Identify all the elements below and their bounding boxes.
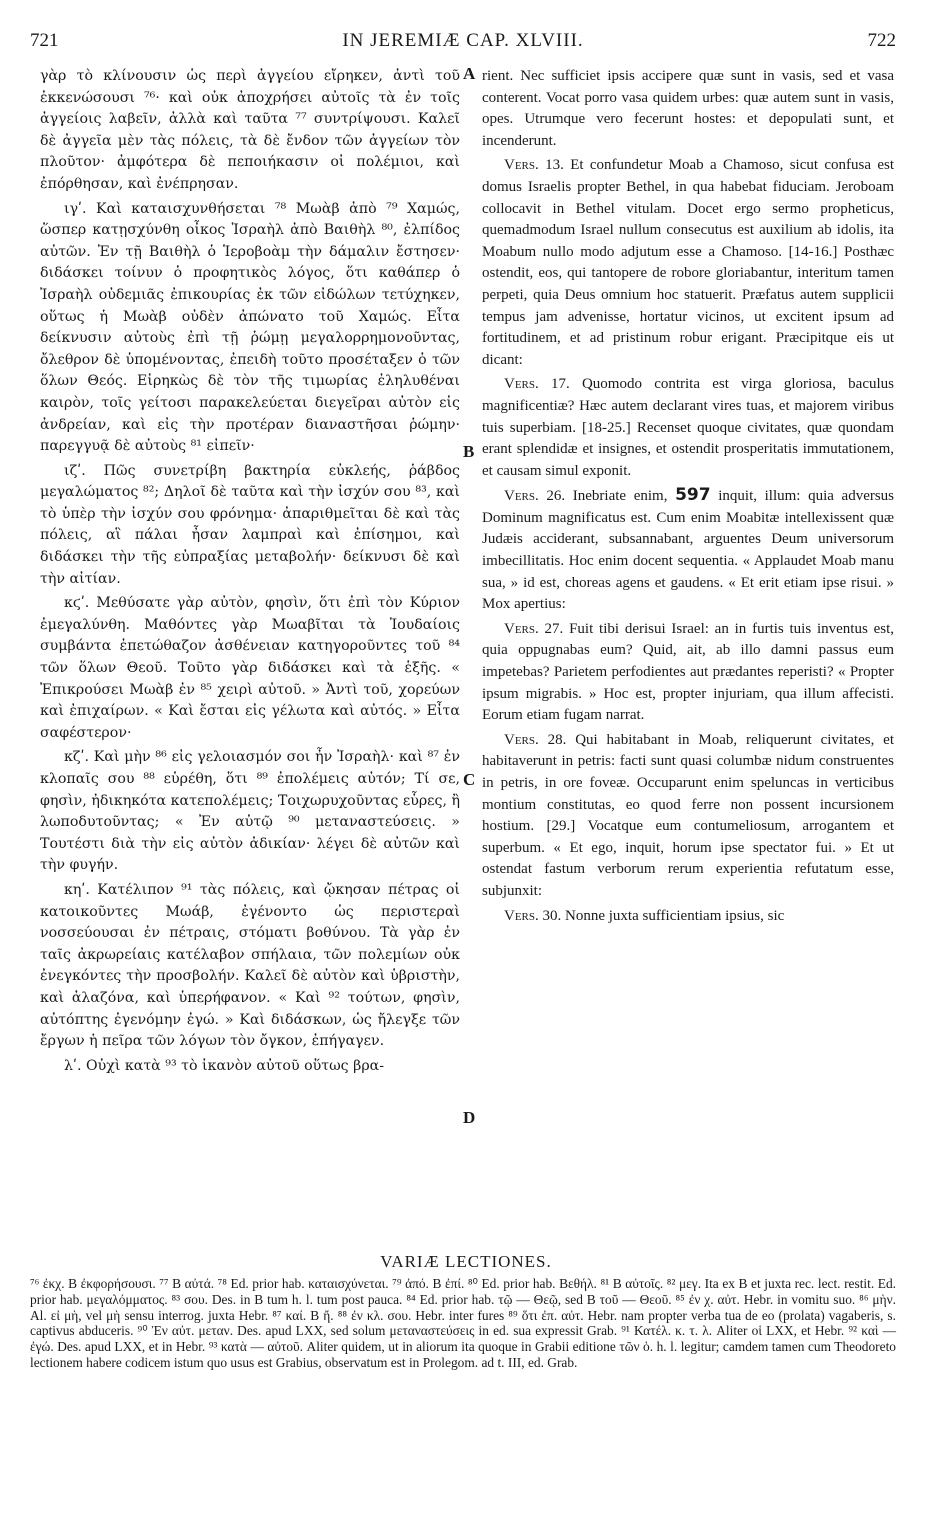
verse-label: Vers. 13. [504, 157, 564, 174]
verse-text: inquit, illum: quia adversus Dominum magnificatus est. Cum enim Moabitæ intellexissent quæ Judæis acciderant, subsannabant, arguentes Deum universorum imbecillitatis. Hoc enim docent sequentia. « Applaudet Moab manu sua, » id est, choreas agens et gaudens. « Et erit etiam ipse risui. » Mox apertius: [482, 488, 895, 613]
verse-text: Fuit tibi derisui Israel: an in furtis tuis inventus est, quia oppugnabas eum? Quid, ait, ab illo damni passus eum impetebas? Parietem perfodientes aut prædantes reperisti? « Propter ipsum migrabis. » Hoc est, propter injuriam, qua illum affecisti. Eorum etiam fugam narrat. [482, 620, 894, 724]
latin-paragraph [482, 906, 894, 928]
variae-lectiones-text: ⁷⁶ ἐκχ. B ἐκφορήσουσι. ⁷⁷ B αὐτά. ⁷⁸ Ed. prior hab. καταισχύνεται. ⁷⁹ ἀπό. B ἐπί. ⁸⁰ Ed. prior hab. Βεθήλ. ⁸¹ B αὐτοῖς. ⁸² μεγ. Ita ex B et juxta rec. lect. restit. Ed. prior hab. μεγαλόμματος. ⁸³ σου. Des. in B tum h. l. tum post pauca. ⁸⁴ Ed. prior hab. τῷ — Θεῷ, sed B τοῦ — Θεοῦ. ⁸⁵ ἐν χ. αὐτ. Hebr. in vomitu suo. ⁸⁶ μὴν. Al. εἰ μὴ, vel μὴ sensu interrog. juxta Hebr. ⁸⁷ καί. B ἤ. ⁸⁸ ἐν κλ. σου. Hebr. inter fures ⁸⁹ ὅτι ἐπ. αὐτ. Hebr. nam propter verba tua de eo (prolata) vagaberis, s. captivus abduceris. ⁹⁰ Ἐν αὐτ. μεταν. Des. apud LXX, sed solum μεταναστεύσεις in ed. sua expressit Grab. ⁹¹ Κατέλ. κ. τ. λ. Aliter oἱ LXX, et Hebr. ⁹² καὶ — ἐγώ. Des. apud LXX, et in Hebr. ⁹³ κατὰ — αὐτοῦ. Aliter quidem, ut in aliorum ita quoque in Grabii editione τῶν ὁ. h. l. legitur; camdem tamen cum Theodoreto lectionem habere codicem istum quo usus est Grabius, observatum est in Prolegom. ad t. III, ed. Grab. [30, 1276, 896, 1370]
page-header [30, 30, 896, 58]
latin-paragraph [482, 374, 894, 482]
margin-marker-b: B [463, 442, 475, 461]
verse-text: Inebriate enim, [572, 488, 668, 505]
page-number-left: 721 [30, 30, 59, 51]
margin-marker-c: C [463, 770, 476, 789]
verse-text: Quomodo contrita est virga gloriosa, baculus magnificentiæ? Hæc autem declarant vires tuas, et majorem viribus tuis superbiam. [18-25.] Recenset quoque civitates, quæ quondam erant splendidæ et insignes, et ostendit prosperitatis immutationem, et causam simul exponit. [482, 376, 895, 479]
verse-label: Vers. 17. [504, 376, 570, 393]
greek-paragraph: κζʹ. Καὶ μὴν ⁸⁶ εἰς γελοιασμόν σοι ἦν Ἰσραὴλ· καὶ ⁸⁷ ἐν κλοπαῖς σου ⁸⁸ εὑρέθη, ὅτι ⁸⁹ ἐπολέμεις αὐτόν; Τί σε, φησὶν, ἠδικηκότα κατεπολέμεις; Τοιχωρυχοῦντας εὗρες, ἢ λωποδυτοῦντας; « Ἐν αὐτῷ ⁹⁰ μεταναστεύσεις. » Τουτέστι διὰ τὴν εἰς αὐτὸν ἀδικίαν· λέγει δὲ αὐτῶν καὶ τὴν φυγήν. [40, 749, 460, 874]
verse-text: Et confundetur Moab a Chamoso, sicut confusa est domus Israelis propter Bethel, in qua habebat fiduciam. Jeroboam collocavit in Bethel vitulam. Docet ergo sermo propheticus, quemadmodum Israel nullum consecutus est auxilium ab idolis, ita Moabum nullo modo adjutum esse a Chamoso. [14-16.] Posthæc ostendit, eos, qui tantopere de robore gloriabantur, interitum tamen perpeti, quia Deus omnium hoc statuerit. Præfatus autem supplicii tempus jam advenisse, hortatur vicinos, ut excitent ipsum ad fortitudinem, et ad pristinum robur erigant. Præcipitque eis ut dicant: [482, 157, 895, 368]
greek-paragraph: ιγʹ. Καὶ καταισχυνθήσεται ⁷⁸ Μωὰβ ἀπὸ ⁷⁹ Χαμώς, ὥσπερ κατῃσχύνθη οἶκος Ἰσραὴλ ἀπὸ Βαιθὴλ ⁸⁰, ἐλπίδος αὐτῶν. Ἐν τῇ Βαιθὴλ ὁ Ἱεροβοὰμ τὴν δάμαλιν ἔστησεν· διδάσκει τοίνυν ὁ προφητικὸς λόγος, ὅτι καθάπερ ὁ Ἰσραὴλ οὐδεμιᾶς ἐπικουρίας ἐκ τῶν εἰδώλων τετύχηκεν, οὕτως ἡ Μωὰβ οὐδὲν ἀπώνατο τοῦ Χαμώς. Εἶτα δείκνυσιν αὐτοὺς ἐπὶ τῇ ῥώμῃ μεγαλορρημονοῦντας, ὄλεθρον δὲ ὑπομένοντας, ἐπειδὴ τοῦτο προσέταξεν ὁ τῶν ὅλων Θεός. Εἰρηκὼς δὲ τὸν τῆς τιμωρίας ἐληλυθέναι καιρὸν, τοῖς γείτοσι παρακελεύεται διεγεῖραι αὐτὸν εἰς ἀνδρείαν, καὶ εἰς τὴν προτέραν διαναστῆσαι ῥώμην· παρεγγυᾷ δὲ αὐτοὺς ⁸¹ εἰπεῖν· [40, 200, 460, 455]
verse-label: Vers. 30. [504, 907, 562, 924]
latin-paragraph: rient. Nec sufficiet ipsis accipere quæ sunt in vasis, sed et vasa conterent. Vocat porro vasa quidem urbes: quæ autem sunt in vasis, opes. Utrumque vero fecerunt hostes: et depopulati sunt, et incenderunt. [482, 68, 894, 149]
latin-paragraph [482, 485, 894, 616]
latin-paragraph [482, 155, 894, 371]
verse-label: Vers. 26. [504, 488, 566, 505]
verse-text: Qui habitabant in Moab, reliquerunt civitates, et habitaverunt in petris: facti sunt quasi columbæ nidum construentes in petris, in ore foveæ. Occuparunt enim speluncas in verticibus montium constitutas, eo quod ferre non possent incursionem hostium. [29.] Vocatque eum contumeliosum, arrogantem et superbum. « Et ego, inquit, horum ipse spectator fui. » Et ut ostendat fastum verborum rerum experientia refutatum esse, subjunxit: [482, 731, 894, 899]
latin-paragraph [482, 619, 894, 727]
variae-lectiones-title: VARIÆ LECTIONES. [380, 1252, 552, 1271]
greek-paragraph: λʹ. Οὐχὶ κατὰ ⁹³ τὸ ἱκανὸν αὐτοῦ οὕτως βρα- [64, 1057, 385, 1074]
latin-column [482, 66, 894, 930]
latin-paragraph [482, 730, 894, 903]
margin-marker-d: D [463, 1108, 476, 1127]
verse-text: Nonne juxta sufficientiam ipsius, sic [565, 907, 785, 924]
verse-label: Vers. 28. [504, 731, 567, 748]
greek-paragraph: κϛʹ. Μεθύσατε γὰρ αὐτὸν, φησὶν, ὅτι ἐπὶ τὸν Κύριον ἐμεγαλύνθη. Μαθόντες γὰρ Μωαβῖται τὰ Ἰουδαίοις συμβάντα ἐπετώθαζον ἀσθένειαν κατηγοροῦντες τοῦ ⁸⁴ τῶν ὅλων Θεοῦ. Τοῦτο γὰρ διδάσκει καὶ τὰ ἑξῆς. « Ἐπικρούσει Μωὰβ ἐν ⁸⁵ χειρὶ αὐτοῦ. » Ἀντὶ τοῦ, χορεύων καὶ ἐπιχαίρων. « Καὶ ἔσται εἰς γέλωτα καὶ αὐτός. » Εἶτα σαφέστερον· [40, 595, 460, 741]
greek-column [40, 66, 460, 1080]
greek-paragraph: γὰρ τὸ κλίνουσιν ὡς περὶ ἀγγείου εἴρηκεν, ἀντὶ τοῦ ἐκκενώσουσι ⁷⁶· καὶ οὐκ ἀποχρήσει αὐτοῖς τὰ ἐν τοῖς ἀγγείοις λαβεῖν, ἀλλὰ καὶ ταῦτα ⁷⁷ συντρίψουσι. Καλεῖ δὲ ἀγγεῖα μὲν τὰς πόλεις, τὰ δὲ ἔνδον τῶν ἀγγείων τὸν πλοῦτον· ἀμφότερα δὲ πεποιήκασιν οἱ πολέμιοι, καὶ ἐπόρθησαν, καὶ ἐνέπρησαν. [40, 68, 460, 192]
column-number: 597 [675, 485, 711, 506]
greek-paragraph: ιζʹ. Πῶς συνετρίβη βακτηρία εὐκλεής, ῥάβδος μεγαλώματος ⁸²; Δηλοῖ δὲ ταῦτα καὶ τὴν ἰσχύν σου ⁸³, καὶ τὸ ὑπὲρ τὴν ἰσχύν σου φρόνημα· ἀπαριθμεῖται δὲ καὶ τὰς πόλεις, αἳ πάλαι ἦσαν λαμπραὶ καὶ ἐπίσημοι, καὶ διδάσκει τὴν τῆς εὐπραξίας μεταβολήν· δείκνυσι δὲ καὶ τὴν αἰτίαν. [40, 462, 460, 587]
verse-label: Vers. 27. [504, 620, 564, 637]
greek-paragraph: κηʹ. Κατέλιπον ⁹¹ τὰς πόλεις, καὶ ᾤκησαν πέτρας οἱ κατοικοῦντες Μωάβ, ἐγένοντο ὡς περιστεραὶ νοσσεύουσαι ἐν πέτραις, στόματι βοθύνου. Τὰ γὰρ ἐν ταῖς ἀκρωρείαις κατέλαβον σπήλαια, τῶν πολεμίων οὐκ ἐνεγκόντες τὴν προσβολήν. Καλεῖ δὲ αὐτὸν καὶ ὑβριστὴν, καὶ ἀλαζόνα, καὶ ὑπερήφανον. « Καὶ ⁹² τούτων, φησὶν, αὐτόπτης ἐγενόμην ἐγώ. » Καὶ διδάσκων, ὡς ἤλεγξε τῶν ἔργων ἡ πεῖρα τῶν λόγων τὸν ὄγκον, ἐπήγαγεν. [40, 881, 460, 1050]
page-number-right: 722 [867, 30, 896, 51]
running-title: IN JEREMIÆ CAP. XLVIII. [342, 30, 584, 51]
margin-marker-a: A [463, 64, 476, 83]
